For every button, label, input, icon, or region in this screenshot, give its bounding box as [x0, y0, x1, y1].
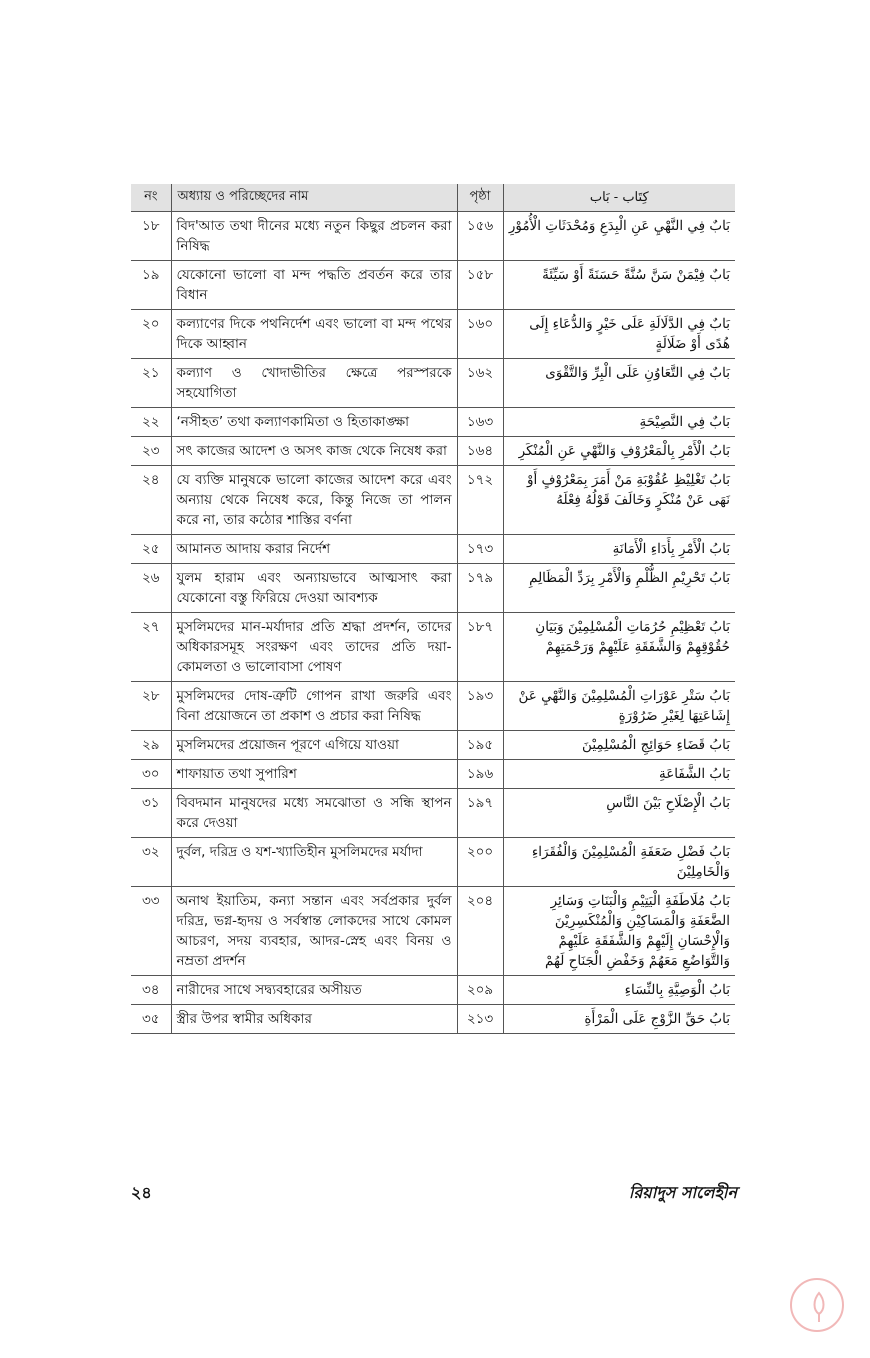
row-arabic: بَابُ مُلَاطَفَةِ الْيَتِيْمِ وَالْبَنَاتِ وَسَائِرِ الضَّعَفَةِ وَالْمَسَاكِيْنِ وَالْمُنْكَسِرِيْنَ وَالْإِحْسَانِ إِلَيْهِمْ وَالشَّفَقَةِ عَلَيْهِمْ وَالتَّوَاضُعِ مَعَهُمْ وَخَفْضِ الْجَنَاحِ لَهُمْ [503, 887, 735, 976]
table-row [131, 887, 735, 976]
row-arabic: بَابٌ فِي التَّعَاوُنِ عَلَى الْبِرِّ وَالتَّقْوَى [503, 359, 735, 408]
row-page: ১৬২ [457, 359, 503, 408]
row-number: ২৮ [131, 682, 171, 731]
row-chapter: আমানত আদায় করার নির্দেশ [171, 535, 457, 564]
row-arabic: بَابٌ فِي النَّهْيِ عَنِ الْبِدَعِ وَمُحْدَثَاتِ الْأُمُوْرِ [503, 212, 735, 261]
row-number: ৩০ [131, 760, 171, 789]
row-chapter: বিবদমান মানুষদের মধ্যে সমঝোতা ও সন্ধি স্থাপন করে দেওয়া [171, 789, 457, 838]
row-chapter: বিদ'আত তথা দীনের মধ্যে নতুন কিছুর প্রচলন করা নিষিদ্ধ [171, 212, 457, 261]
table-row [131, 535, 735, 564]
row-chapter: কল্যাণের দিকে পথনির্দেশ এবং ভালো বা মন্দ পথের দিকে আহ্বান [171, 310, 457, 359]
table-row [131, 613, 735, 682]
row-number: ৩৩ [131, 887, 171, 976]
table-row [131, 437, 735, 466]
row-page: ২১৩ [457, 1005, 503, 1034]
row-arabic: بَابُ قَضَاءِ حَوَائِجِ الْمُسْلِمِيْنَ [503, 731, 735, 760]
row-arabic: بَابُ الْوَصِيَّةِ بِالنِّسَاءِ [503, 976, 735, 1005]
table-row [131, 682, 735, 731]
row-chapter: মুসলিমদের প্রয়োজন পূরণে এগিয়ে যাওয়া [171, 731, 457, 760]
row-page: ১৬৪ [457, 437, 503, 466]
table-row [131, 564, 735, 613]
book-title: রিয়াদুস সালেহীন [628, 1183, 737, 1202]
row-number: ২৫ [131, 535, 171, 564]
row-chapter: মুসলিমদের মান-মর্যাদার প্রতি শ্রদ্ধা প্রদর্শন, তাদের অধিকারসমূহ সংরক্ষণ এবং তাদের প্রতি দয়া-কোমলতা ও ভালোবাসা পোষণ [171, 613, 457, 682]
row-number: ১৯ [131, 261, 171, 310]
header-arabic: كِتَاب - بَاب [503, 184, 735, 212]
table-row [131, 466, 735, 535]
row-chapter: স্ত্রীর উপর স্বামীর অধিকার [171, 1005, 457, 1034]
row-page: ১৯৭ [457, 789, 503, 838]
table-row [131, 261, 735, 310]
row-chapter: মুসলিমদের দোষ-ত্রুটি গোপন রাখা জরুরি এবং বিনা প্রয়োজনে তা প্রকাশ ও প্রচার করা নিষিদ্ধ [171, 682, 457, 731]
row-number: ২৬ [131, 564, 171, 613]
row-page: ১৭২ [457, 466, 503, 535]
row-chapter: যেকোনো ভালো বা মন্দ পদ্ধতি প্রবর্তন করে তার বিধান [171, 261, 457, 310]
publisher-seal-icon [790, 1278, 844, 1332]
row-number: ২১ [131, 359, 171, 408]
row-arabic: بَابُ الشَّفَاعَةِ [503, 760, 735, 789]
row-page: ১৭৯ [457, 564, 503, 613]
table-body [131, 212, 735, 1034]
row-arabic: بَابُ حَقِّ الزَّوْجِ عَلَى الْمَرْأَةِ [503, 1005, 735, 1034]
table-row [131, 838, 735, 887]
row-number: ২৩ [131, 437, 171, 466]
row-arabic: بَابٌ فِي الدَّلَالَةِ عَلَى خَيْرٍ وَالدُّعَاءِ إِلَى هُدًى أَوْ ضَلَالَةٍ [503, 310, 735, 359]
table-row [131, 408, 735, 437]
row-page: ১৮৭ [457, 613, 503, 682]
row-arabic: بَابُ الْأَمْرِ بِأَدَاءِ الْأَمَانَةِ [503, 535, 735, 564]
row-chapter: নারীদের সাথে সদ্ব্যবহারের অসীয়ত [171, 976, 457, 1005]
row-arabic: بَابُ تَغْلِيْظِ عُقُوْبَةِ مَنْ أَمَرَ بِمَعْرُوْفٍ أَوْ نَهَى عَنْ مُنْكَرٍ وَخَالَفَ قَوْلُهُ فِعْلَهُ [503, 466, 735, 535]
row-chapter: ‘নসীহত’ তথা কল্যাণকামিতা ও হিতাকাঙ্ক্ষা [171, 408, 457, 437]
table-row [131, 760, 735, 789]
table-row [131, 359, 735, 408]
header-chapter: অধ্যায় ও পরিচ্ছেদের নাম [171, 184, 457, 212]
table-row [131, 1005, 735, 1034]
row-arabic: بَابٌ فِيْمَنْ سَنَّ سُنَّةً حَسَنَةً أَوْ سَيِّئَةً [503, 261, 735, 310]
row-page: ১৫৮ [457, 261, 503, 310]
row-page: ১৯৫ [457, 731, 503, 760]
row-arabic: بَابُ تَحْرِيْمِ الظُّلْمِ وَالْأَمْرِ بِرَدِّ الْمَظَالِمِ [503, 564, 735, 613]
row-page: ১৬৩ [457, 408, 503, 437]
row-arabic: بَابُ فَضْلِ ضَعَفَةِ الْمُسْلِمِيْنَ وَالْفُقَرَاءِ وَالْخَامِلِيْنَ [503, 838, 735, 887]
row-chapter: যে ব্যক্তি মানুষকে ভালো কাজের আদেশ করে এবং অন্যায় থেকে নিষেধ করে, কিন্তু নিজে তা পালন করে না, তার কঠোর শাস্তির বর্ণনা [171, 466, 457, 535]
page-number: ২৪ [131, 1183, 152, 1202]
table-row [131, 731, 735, 760]
row-page: ১৬০ [457, 310, 503, 359]
table-row [131, 976, 735, 1005]
row-page: ১৫৬ [457, 212, 503, 261]
table-row [131, 212, 735, 261]
row-number: ২২ [131, 408, 171, 437]
row-number: ৩৫ [131, 1005, 171, 1034]
row-chapter: যুলম হারাম এবং অন্যায়ভাবে আত্মসাৎ করা যেকোনো বস্তু ফিরিয়ে দেওয়া আবশ্যক [171, 564, 457, 613]
header-page: পৃষ্ঠা [457, 184, 503, 212]
row-chapter: কল্যাণ ও খোদাভীতির ক্ষেত্রে পরস্পরকে সহযোগিতা [171, 359, 457, 408]
row-chapter: দুর্বল, দরিদ্র ও যশ-খ্যাতিহীন মুসলিমদের মর্যাদা [171, 838, 457, 887]
row-number: ২৯ [131, 731, 171, 760]
row-page: ১৯৩ [457, 682, 503, 731]
row-page: ২০৯ [457, 976, 503, 1005]
table-row [131, 789, 735, 838]
row-number: ৩২ [131, 838, 171, 887]
row-chapter: অনাথ ইয়াতিম, কন্যা সন্তান এবং সর্বপ্রকার দুর্বল দরিদ্র, ভগ্ন-হৃদয় ও সর্বস্বান্ত লোকদের সাথে কোমল আচরণ, সদয় ব্যবহার, আদর-স্নেহ এবং বিনয় ও নম্রতা প্রদর্শন [171, 887, 457, 976]
row-number: ৩৪ [131, 976, 171, 1005]
row-arabic: بَابُ تَعْظِيْمِ حُرُمَاتِ الْمُسْلِمِيْنَ وَبَيَانِ حُقُوْقِهِمْ وَالشَّفَقَةِ عَلَيْهِمْ وَرَحْمَتِهِمْ [503, 613, 735, 682]
row-arabic: بَابٌ فِي النَّصِيْحَةِ [503, 408, 735, 437]
row-arabic: بَابُ الْأَمْرِ بِالْمَعْرُوْفِ وَالنَّهْيِ عَنِ الْمُنْكَرِ [503, 437, 735, 466]
row-page: ১৯৬ [457, 760, 503, 789]
table-row [131, 310, 735, 359]
row-number: ১৮ [131, 212, 171, 261]
row-arabic: بَابُ الْإِصْلَاحِ بَيْنَ النَّاسِ [503, 789, 735, 838]
seal-mark-icon [792, 1280, 846, 1334]
row-page: ২০০ [457, 838, 503, 887]
row-number: ৩১ [131, 789, 171, 838]
row-arabic: بَابُ سَتْرِ عَوْرَاتِ الْمُسْلِمِيْنَ وَالنَّهْيِ عَنْ إِشَاعَتِهَا لِغَيْرِ ضَرُوْرَةٍ [503, 682, 735, 731]
table-header-row [131, 184, 735, 212]
row-chapter: শাফায়াত তথা সুপারিশ [171, 760, 457, 789]
row-number: ২৪ [131, 466, 171, 535]
row-number: ২৭ [131, 613, 171, 682]
row-page: ২০৪ [457, 887, 503, 976]
contents-table [131, 184, 735, 1034]
row-chapter: সৎ কাজের আদেশ ও অসৎ কাজ থেকে নিষেধ করা [171, 437, 457, 466]
row-number: ২০ [131, 310, 171, 359]
row-page: ১৭৩ [457, 535, 503, 564]
header-number: নং [131, 184, 171, 212]
